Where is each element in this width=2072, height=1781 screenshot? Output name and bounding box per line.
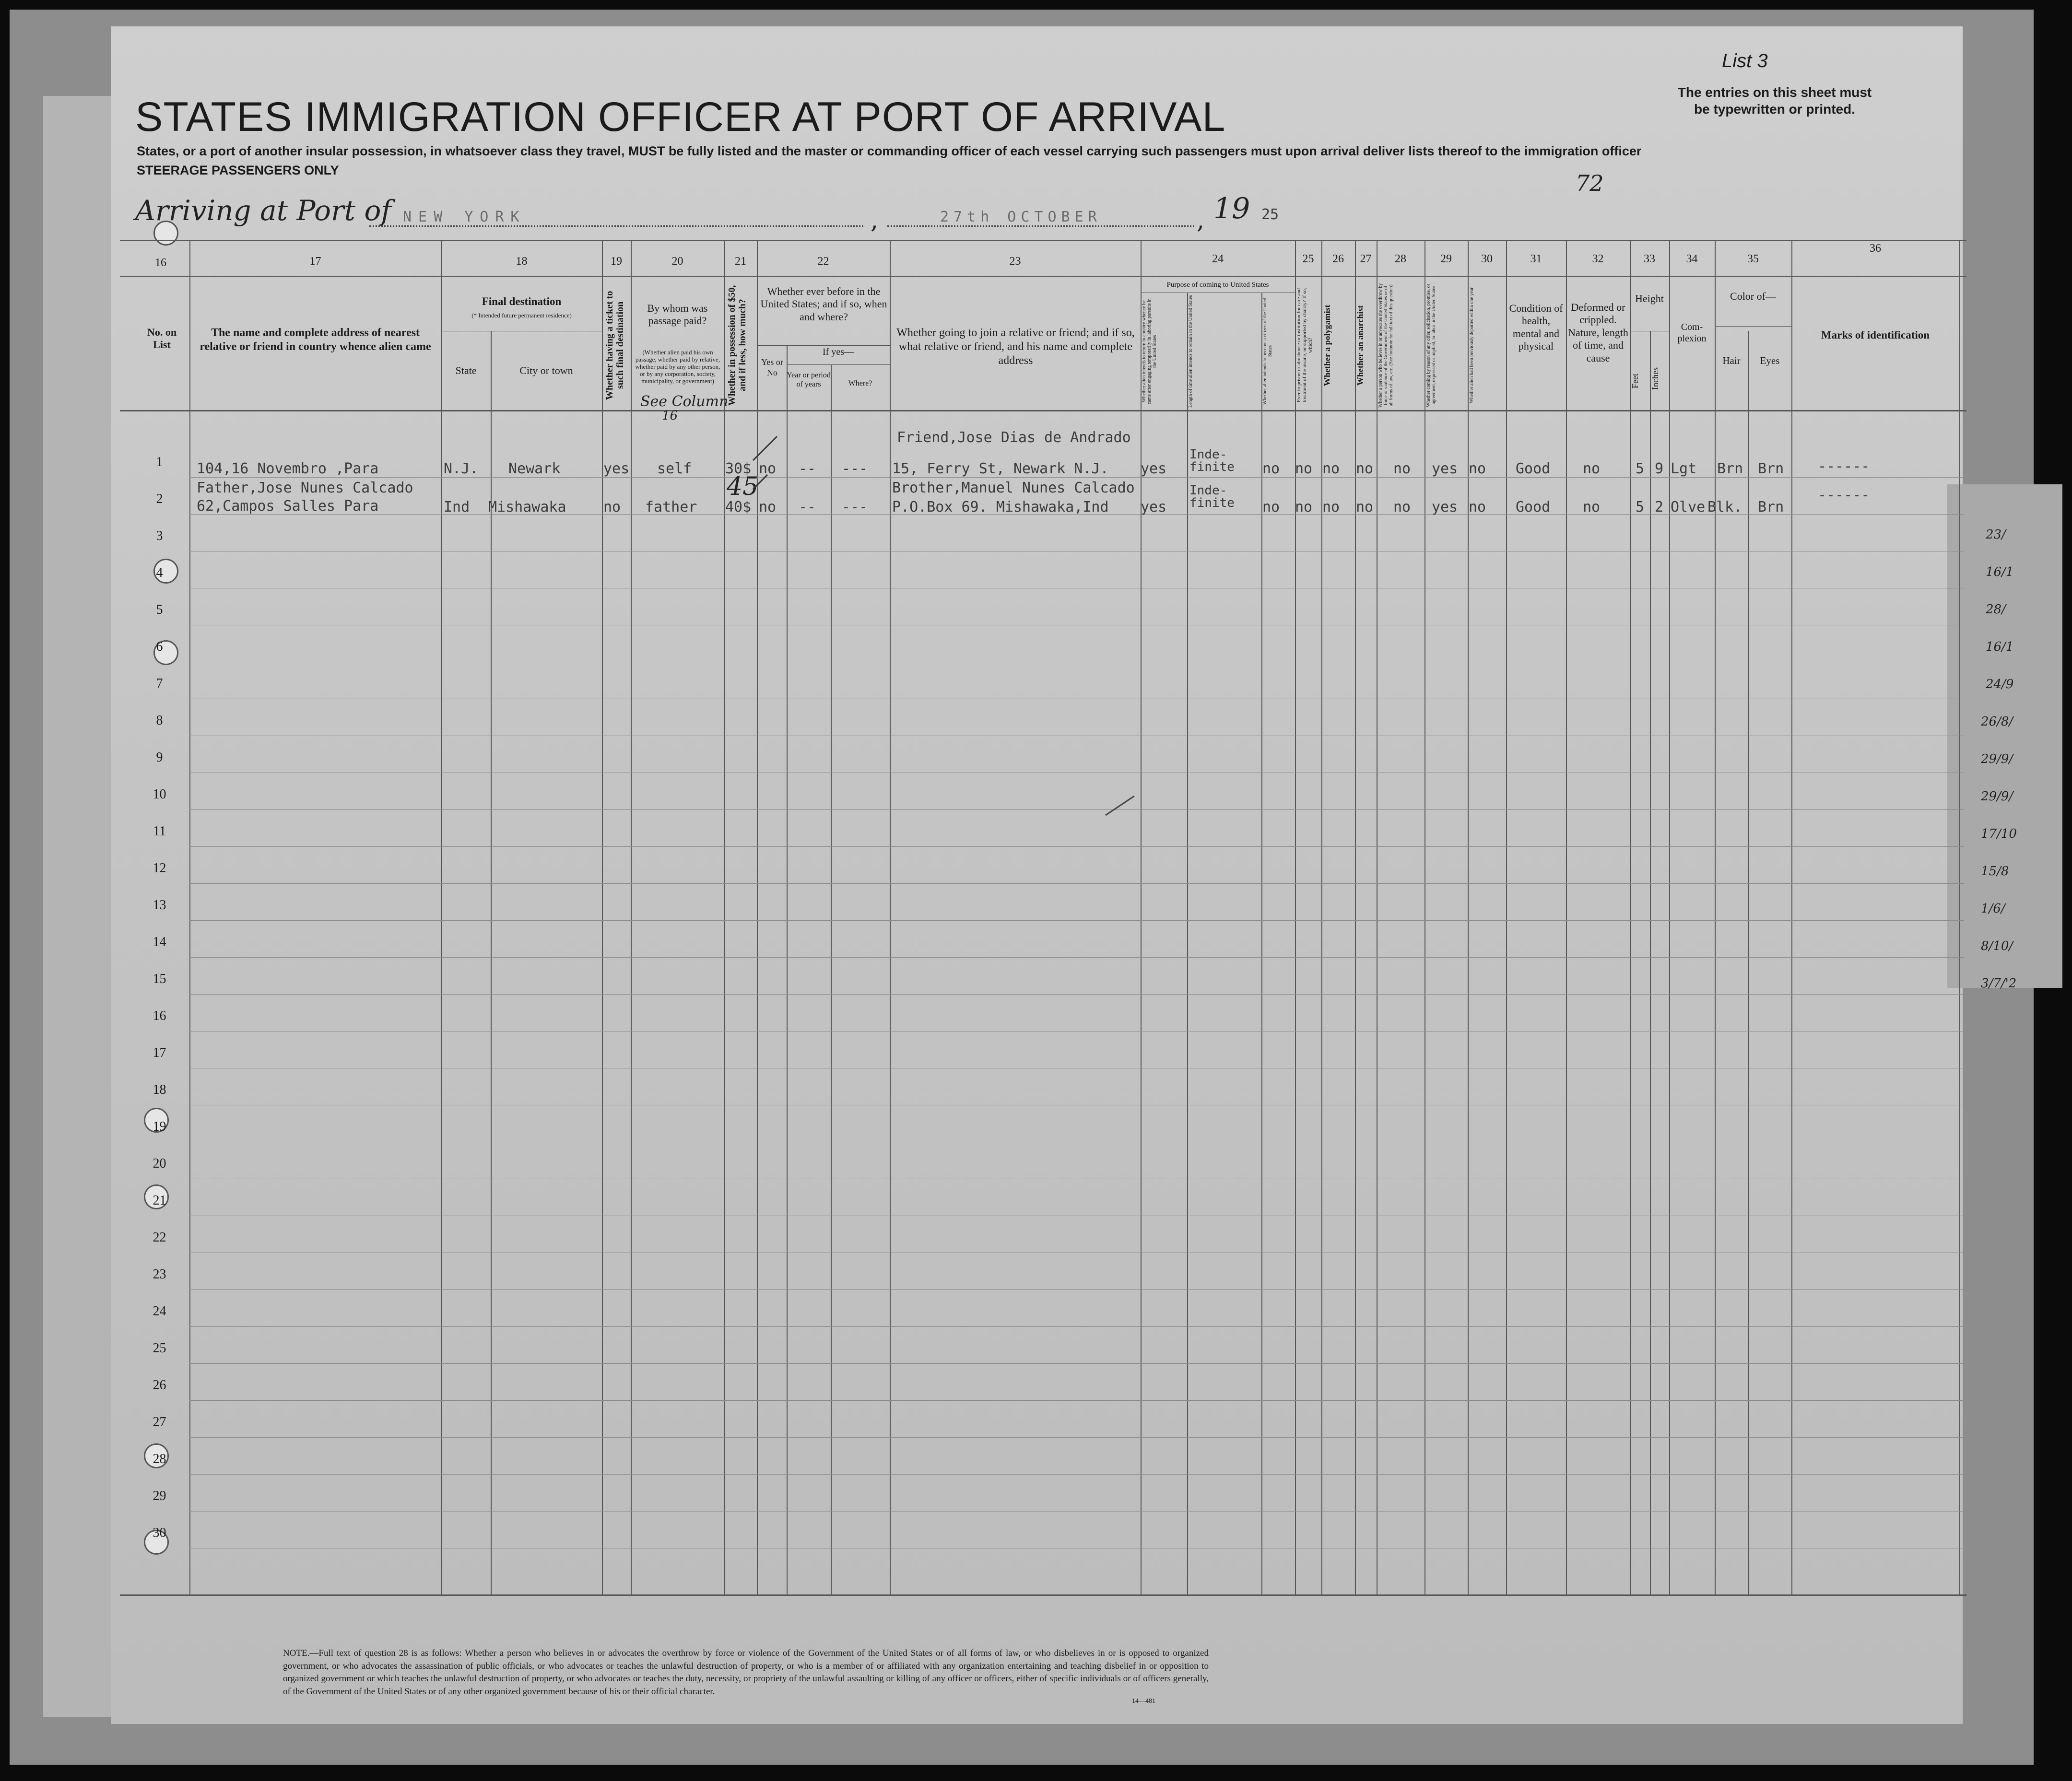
col-line <box>1295 240 1296 1594</box>
col-line <box>631 240 632 1594</box>
row-line <box>189 809 1964 810</box>
hdr-deformed: Deformed or crippled. Nature, length of time, and cause <box>1568 301 1628 364</box>
margin-note: 3/7/'2 <box>1981 976 2017 991</box>
see-column-note: See Column <box>640 393 729 410</box>
margin-note: 29/9/ <box>1981 789 2013 804</box>
row-number: 2 <box>156 492 163 506</box>
row2-anarchist: no <box>1356 499 1374 516</box>
row2-complexion: Olve <box>1671 499 1706 516</box>
row1-inches: 9 <box>1655 460 1664 477</box>
colnum-25: 25 <box>1302 253 1314 265</box>
row1-overthrow: no <box>1393 460 1411 477</box>
hdr-no-on-list: No. on List <box>147 326 177 351</box>
colnum-18: 18 <box>516 255 528 268</box>
colnum-17: 17 <box>309 255 321 268</box>
col-line <box>1321 240 1322 1594</box>
row1-citizen: no <box>1262 460 1280 477</box>
margin-note: 16/1 <box>1986 565 2014 579</box>
margin-note: 17/10 <box>1981 827 2017 841</box>
row-number: 19 <box>153 1119 166 1134</box>
row-number: 25 <box>153 1341 166 1356</box>
row2-paid-by: father <box>645 499 697 516</box>
hdr-prison: Ever in prison or almshouse or institution for care and treatment of the insane, or supported by charity? If so, which? <box>1296 288 1314 403</box>
row-line <box>189 1289 1964 1290</box>
margin-note: 1/6/ <box>1981 902 2005 916</box>
hdr-city: City or town <box>519 364 573 376</box>
col-line <box>724 240 725 1594</box>
colnum-34: 34 <box>1686 253 1698 265</box>
port-value: NEW YORK <box>403 209 526 225</box>
row2-inches: 2 <box>1655 499 1664 516</box>
row1-feet: 5 <box>1636 460 1645 477</box>
row2-state: Ind <box>444 499 470 516</box>
row1-deported: no <box>1469 460 1486 477</box>
colnum-36: 36 <box>1870 242 1881 255</box>
hdr-color-of: Color of— <box>1730 290 1776 302</box>
hdr-health: Condition of health, mental and physical <box>1509 302 1563 352</box>
margin-note: 24/9 <box>1986 677 2014 691</box>
row1-return: yes <box>1141 460 1167 477</box>
row2-deported: no <box>1469 499 1486 516</box>
col-line <box>1355 240 1356 1594</box>
row-number: 23 <box>153 1267 166 1282</box>
hdr-before-us: Whether ever before in the United States; and if so, when and where? <box>760 285 887 323</box>
row-number: 6 <box>156 639 163 654</box>
col-line <box>189 240 190 1594</box>
col-line <box>1566 240 1567 1594</box>
row1-marks: ------ <box>1818 458 1870 475</box>
typewriter-notice: The entries on this sheet must be typewritten or printed. <box>1677 85 1872 117</box>
hdr-paid-by: By whom was passage paid? <box>647 302 708 327</box>
hdr-complexion: Com- plexion <box>1677 322 1707 344</box>
row1-year: -- <box>799 460 816 477</box>
hdr-anarchist: Whether an anarchist <box>1355 305 1365 386</box>
margin-note: 15/8 <box>1981 864 2009 879</box>
row1-money: 30$ <box>725 460 752 477</box>
col-line <box>1715 240 1716 1594</box>
hdr-polygamist: Whether a polygamist <box>1322 305 1332 386</box>
steerage-label: STEERAGE PASSENGERS ONLY <box>137 163 339 177</box>
row-line <box>189 994 1964 995</box>
row1-where: --- <box>842 460 868 477</box>
colnum-26: 26 <box>1332 253 1344 265</box>
hdr-overthrow: Whether a person who believes in or advocates the overthrow by force or violence of the Government of the United States or of all forms of law, etc. (See footnote for full text of this question) <box>1378 283 1394 408</box>
hdr-inches: Inches <box>1650 367 1660 390</box>
row-line <box>189 1474 1964 1475</box>
row2-city: Mishawaka <box>488 499 566 516</box>
col-line <box>441 240 442 1594</box>
manifest-sheet <box>111 26 1963 1724</box>
row-number: 4 <box>156 565 163 580</box>
row-line <box>189 1363 1964 1364</box>
margin-note: 8/10/ <box>1981 939 2013 953</box>
hdr-join: Whether going to join a relative or friend; and if so, what relative or friend, and his name and complete address <box>896 327 1135 367</box>
margin-note: 16/1 <box>1986 640 2014 654</box>
row2-year: -- <box>799 499 816 516</box>
row1-polygamist: no <box>1322 460 1340 477</box>
row1-join-line1: Friend,Jose Dias de Andrado <box>897 429 1131 446</box>
row-number: 16 <box>153 1008 166 1023</box>
col-line <box>1669 240 1670 1594</box>
row2-polygamist: no <box>1322 499 1340 516</box>
col-line <box>1187 293 1188 1594</box>
row-number: 7 <box>156 676 163 691</box>
row-number: 18 <box>153 1082 166 1097</box>
footer-note: NOTE.—Full text of question 28 is as follows: Whether a person who believes in or advocates the overthrow by force or violence of the Government of the United States or of all forms of law, or who disbelieves in or is opposed to organized government, or who advocates the assassination of public officials, or who advocates or teaches the unlawful destruction of property, or who is a member of or affiliated with any organization entertaining and teaching disbelief in or opposition to organized government or which teaches the unlawful destruction of property, or who advocates or teaches the duty, necessity, or propriety of the unlawful assaulting or killing of any officer or officers, either of specific individuals or of officers generally, of the Government of the United States or of any other organized government because of his or their official character. <box>283 1648 1209 1697</box>
port-underline <box>369 225 863 227</box>
colnum-20: 20 <box>671 255 683 268</box>
row2-prison: no <box>1295 499 1313 516</box>
hdr-paid-note: (Whether alien paid his own passage, whether paid by relative, whether paid by any other person, or by any corporation, society, municipality, or government) <box>635 349 720 385</box>
hdr-eyes: Eyes <box>1760 355 1780 366</box>
margin-note: 26/8/ <box>1981 715 2013 729</box>
col-line <box>831 364 832 1594</box>
colnum-33: 33 <box>1644 253 1655 265</box>
col-line <box>1261 293 1262 1594</box>
hdr-offer: Whether coming by reason of any offer, solicitation, promise, or agreement, expressed or implied, to labor in the United States <box>1426 283 1436 407</box>
binding-strip <box>43 96 115 1717</box>
row-number: 27 <box>153 1415 166 1429</box>
row1-hair: Brn <box>1717 460 1743 477</box>
hdr-citizen: Whether alien intends to become a citizen of the United States <box>1262 298 1273 405</box>
list-label: List 3 <box>1722 50 1768 71</box>
row-number: 8 <box>156 713 163 728</box>
col-line <box>1748 331 1749 1594</box>
row2-join-line2: P.O.Box 69. Mishawaka,Ind <box>892 499 1109 516</box>
row-number: 10 <box>153 787 166 802</box>
form-code: 14—481 <box>1132 1698 1155 1705</box>
row-number: 21 <box>153 1193 166 1208</box>
hdr-return: Whether alien intends to return to country whence he came after engaging temporarily in laboring pursuits in the United States <box>1142 298 1157 404</box>
hdr-purpose: Purpose of coming to United States <box>1166 281 1269 289</box>
row1-relative: 104,16 Novembro ,Para <box>197 460 379 477</box>
row2-before-us: no <box>759 499 777 516</box>
row2-ticket: no <box>603 499 621 516</box>
row2-relative-line2: 62,Campos Salles Para <box>197 498 379 515</box>
row-number: 5 <box>156 602 163 617</box>
row-line <box>189 1511 1964 1512</box>
colnum-32: 32 <box>1592 253 1604 265</box>
colnum-line <box>120 276 1966 277</box>
row-line <box>189 846 1964 847</box>
hdr-relative: The name and complete address of nearest relative or friend in country whence alien came <box>200 327 431 353</box>
row1-paid-by: self <box>657 460 692 477</box>
row2-overthrow: no <box>1393 499 1411 516</box>
col-line <box>787 345 788 1594</box>
hdr-where: Where? <box>848 379 872 387</box>
hdr-final-note: (* Intended future permanent residence) <box>471 312 572 319</box>
row-number: 12 <box>153 861 166 876</box>
row2-join-line1: Brother,Manuel Nunes Calcado <box>892 480 1135 496</box>
year-prefix: 19 <box>1213 192 1250 225</box>
row-number: 15 <box>153 972 166 986</box>
row-line <box>189 477 1964 478</box>
row2-eyes: Brn <box>1758 499 1784 516</box>
colnum-35: 35 <box>1747 253 1759 265</box>
check-mark-strokes <box>748 427 806 494</box>
row1-length: Inde-finite <box>1189 447 1235 474</box>
row2-money: 40$ <box>725 499 752 516</box>
subhdr-line <box>1715 326 1791 327</box>
col-line <box>1141 240 1142 1594</box>
row-number: 17 <box>153 1045 166 1060</box>
row-line <box>189 920 1964 921</box>
row-number: 29 <box>153 1488 166 1503</box>
row1-state: N.J. <box>444 460 479 477</box>
row1-join-line2: 15, Ferry St, Newark N.J. <box>892 460 1109 477</box>
hdr-yes-no: Yes or No <box>761 357 783 377</box>
colnum-19: 19 <box>611 255 622 268</box>
col-line <box>890 240 891 1594</box>
row-number: 26 <box>153 1378 166 1393</box>
colnum-16: 16 <box>155 257 166 269</box>
table-bottom-line <box>120 1594 1966 1596</box>
colnum-24: 24 <box>1212 253 1224 265</box>
col-line <box>1424 240 1425 1594</box>
colnum-31: 31 <box>1530 253 1542 265</box>
row2-citizen: no <box>1262 499 1280 516</box>
hdr-state: State <box>455 364 477 376</box>
row-line <box>189 1400 1964 1401</box>
row1-before-us: no <box>759 460 777 477</box>
money-handwritten: 45 <box>727 472 759 501</box>
colnum-23: 23 <box>1009 255 1021 268</box>
hdr-if-yes: If yes— <box>823 347 854 357</box>
subhdr-line <box>757 345 890 346</box>
col-line <box>1506 240 1507 1594</box>
see-column-number: 16 <box>662 409 678 423</box>
year-suffix: 25 <box>1261 206 1279 223</box>
row1-eyes: Brn <box>1758 460 1784 477</box>
row-number: 24 <box>153 1304 166 1319</box>
row1-ticket: yes <box>603 460 630 477</box>
row1-health: Good <box>1516 460 1551 477</box>
hdr-deported: Whether alien had been previously deported within one year <box>1469 287 1474 403</box>
row-line <box>189 1326 1964 1327</box>
page-title: STATES IMMIGRATION OFFICER AT PORT OF ARRIVAL <box>135 94 1226 140</box>
row1-deformed: no <box>1583 460 1601 477</box>
row-number: 11 <box>153 824 166 839</box>
row-number: 30 <box>153 1525 166 1540</box>
page-number: 72 <box>1576 170 1604 196</box>
pen-stroke <box>1103 791 1142 820</box>
hdr-feet: Feet <box>1630 374 1640 389</box>
colnum-28: 28 <box>1395 253 1406 265</box>
row-number: 22 <box>153 1230 166 1245</box>
row2-relative-line1: Father,Jose Nunes Calcado <box>197 480 413 496</box>
row2-hair: Blk. <box>1707 499 1742 516</box>
row1-anarchist: no <box>1356 460 1374 477</box>
row-number: 1 <box>156 455 163 469</box>
row2-where: --- <box>842 499 868 516</box>
col-line <box>491 331 492 1594</box>
hdr-height: Height <box>1635 293 1664 305</box>
header-bottom-line <box>120 410 1966 411</box>
hdr-year: Year or period of years <box>787 371 831 389</box>
comma: , <box>871 206 878 234</box>
margin-note: 29/9/ <box>1981 752 2013 766</box>
date-underline <box>887 225 1194 227</box>
arriving-label: Arriving at Port of <box>135 194 391 227</box>
row2-offer: yes <box>1432 499 1458 516</box>
margin-note: 28/ <box>1986 602 2006 617</box>
hdr-ticket: Whether having a ticket to such final destination <box>604 291 625 400</box>
subtitle: States, or a port of another insular possession, in whatsoever class they travel, MUST be fully listed and the master or commanding officer of each vessel carrying such passengers must upon arrival deliver lists thereof to the immigration officer <box>137 144 1642 158</box>
hdr-length: Length of time alien intends to remain in the United States <box>1188 295 1193 408</box>
col-line <box>1650 331 1651 1594</box>
row1-complexion: Lgt <box>1671 460 1697 477</box>
hdr-money: Whether in possession of $50, and if less, how much? <box>727 285 748 406</box>
date-value: 27th OCTOBER <box>940 209 1102 225</box>
hdr-marks: Marks of identification <box>1821 329 1930 341</box>
col-line <box>1791 240 1792 1594</box>
row2-deformed: no <box>1583 499 1601 516</box>
colnum-21: 21 <box>735 255 746 268</box>
col-line <box>1959 240 1960 1594</box>
row2-length: Inde-finite <box>1189 483 1235 510</box>
margin-note: 23/ <box>1986 527 2006 542</box>
row-number: 28 <box>153 1452 166 1466</box>
row-number: 20 <box>153 1156 166 1171</box>
row2-feet: 5 <box>1636 499 1645 516</box>
col-line <box>602 240 603 1594</box>
col-line <box>1630 240 1631 1594</box>
row-line <box>189 957 1964 958</box>
col-line <box>1468 240 1469 1594</box>
colnum-29: 29 <box>1440 253 1452 265</box>
row-line <box>189 1437 1964 1438</box>
row2-return: yes <box>1141 499 1167 516</box>
row-number: 3 <box>156 528 163 543</box>
table-top-line <box>120 240 1966 241</box>
row1-offer: yes <box>1432 460 1458 477</box>
row-number: 9 <box>156 750 163 765</box>
hdr-hair: Hair <box>1722 355 1741 366</box>
subhdr-line <box>787 364 890 365</box>
hdr-final-destination: Final destination <box>482 295 562 307</box>
colnum-30: 30 <box>1481 253 1493 265</box>
comma: , <box>1197 206 1204 234</box>
row2-health: Good <box>1516 499 1551 516</box>
row1-prison: no <box>1295 460 1313 477</box>
colnum-22: 22 <box>817 255 829 268</box>
row2-marks: ------ <box>1818 487 1870 504</box>
row-number: 14 <box>153 935 166 949</box>
row-line <box>189 883 1964 884</box>
row1-city: Newark <box>508 460 561 477</box>
row-number: 13 <box>153 898 166 913</box>
colnum-27: 27 <box>1360 253 1372 265</box>
